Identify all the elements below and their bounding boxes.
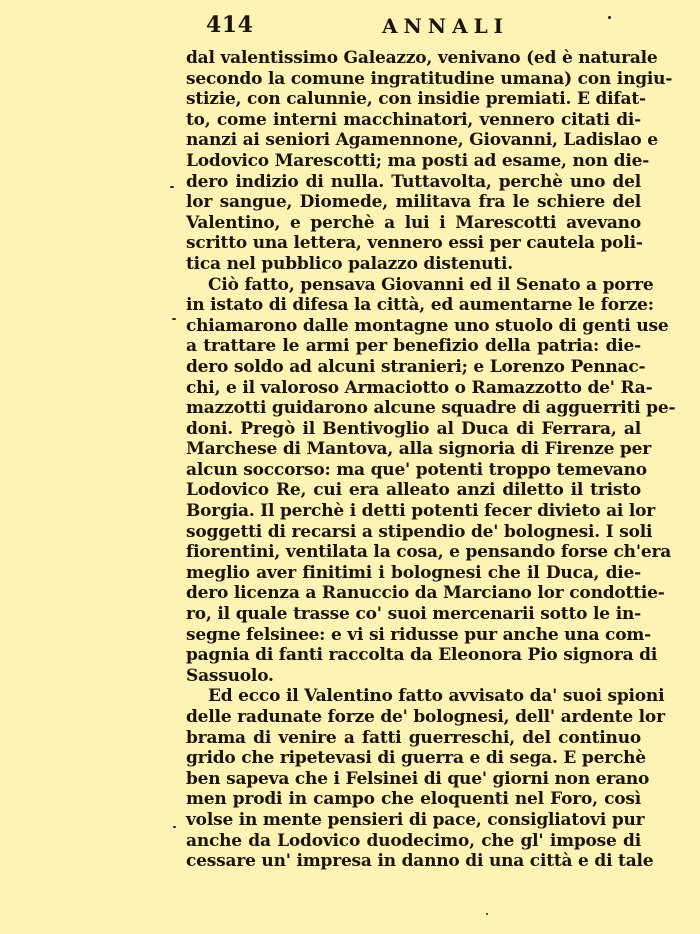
text-line: stizie, con calunnie, con insidie premiati. E difat-: [186, 89, 646, 110]
text-line: alcun soccorso: ma que' potenti troppo temevano: [186, 459, 647, 480]
print-speck: [608, 16, 611, 19]
text-line: ro, il quale trasse co' suoi mercenarii sotto le in-: [186, 604, 641, 625]
text-line: Ed ecco il Valentino fatto avvisato da' suoi spioni: [208, 686, 665, 707]
text-line: mazzotti guidarono alcune squadre di agguerriti pe-: [186, 398, 676, 419]
text-line: a trattare le armi per benefizio della patria: die-: [186, 336, 641, 357]
text-line: tica nel pubblico palazzo distenuti.: [186, 253, 513, 274]
text-line: meglio aver finitimi i bolognesi che il Duca, die-: [186, 562, 641, 583]
text-line: dal valentissimo Galeazzo, venivano (ed è naturale: [186, 48, 658, 68]
text-line: grido che ripetevasi di guerra e di sega. E perchè: [186, 748, 646, 769]
text-line: soggetti di recarsi a stipendio de' bolognesi. I soli: [186, 521, 653, 542]
text-line: nanzi ai seniori Agamennone, Giovanni, Ladislao e: [186, 130, 658, 151]
text-line: dero soldo ad alcuni stranieri; e Lorenzo Pennac-: [186, 356, 646, 377]
text-line: secondo la comune ingratitudine umana) con ingiu-: [186, 68, 673, 89]
text-line: Valentino, e perchè a lui i Marescotti avevano: [186, 212, 641, 233]
text-line: to, come interni macchinatori, vennero citati di-: [186, 109, 641, 130]
text-line: volse in mente pensieri di pace, consigliatovi pur: [186, 809, 645, 830]
text-line: Sassuolo.: [186, 665, 274, 686]
print-speck: [173, 826, 176, 828]
text-line: brama di venire a fatti guerreschi, del continuo: [186, 727, 641, 748]
print-speck: [170, 186, 174, 188]
text-line: anche da Lodovico duodecimo, che gl' impose di: [186, 830, 641, 851]
text-line: fiorentini, ventilata la cosa, e pensando forse ch'era: [186, 542, 672, 563]
text-line: cessare un' impresa in danno di una città e di tale: [186, 851, 654, 872]
text-line: delle radunate forze de' bolognesi, dell' ardente lor: [186, 707, 665, 727]
text-line: Marchese di Mantova, alla signoria di Firenze per: [186, 439, 651, 460]
text-line: Borgia. Il perchè i detti potenti fecer divieto ai lor: [186, 501, 656, 522]
page-header: [186, 12, 641, 42]
text-line: lor sangue, Diomede, militava fra le schiere del: [186, 192, 641, 213]
text-line: pagnia di fanti raccolta da Eleonora Pio signora di: [186, 645, 658, 666]
page-number: 414: [206, 12, 254, 38]
text-line: Lodovico Marescotti; ma posti ad esame, non die-: [186, 150, 650, 171]
text-line: Lodovico Re, cui era alleato anzi diletto il tristo: [186, 480, 641, 501]
text-line: chi, e il valoroso Armaciotto o Ramazzotto de' Ra-: [186, 377, 653, 398]
text-line: ben sapeva che i Felsinei di que' giorni non erano: [186, 768, 650, 789]
print-speck: [486, 913, 488, 915]
running-head: ANNALI: [382, 14, 510, 38]
text-line: segne felsinee: e vi si ridusse pur anche una com-: [186, 624, 651, 645]
text-line: dero indizio di nulla. Tuttavolta, perchè uno del: [186, 171, 641, 192]
text-line: scritto una lettera, vennero essi per cautela poli-: [186, 233, 643, 254]
text-line: doni. Pregò il Bentivoglio al Duca di Ferrara, al: [186, 418, 641, 439]
text-line: in istato di difesa la città, ed aumentarne le forze:: [186, 295, 654, 316]
text-line: chiamarono dalle montagne uno stuolo di genti use: [186, 315, 669, 336]
text-line: men prodi in campo che eloquenti nel Foro, così: [186, 789, 641, 810]
text-line: Ciò fatto, pensava Giovanni ed il Senato a porre: [208, 274, 654, 295]
print-speck: [172, 318, 176, 320]
text-line: dero licenza a Ranuccio da Marciano lor condottie-: [186, 583, 665, 604]
body-text: [186, 48, 676, 872]
